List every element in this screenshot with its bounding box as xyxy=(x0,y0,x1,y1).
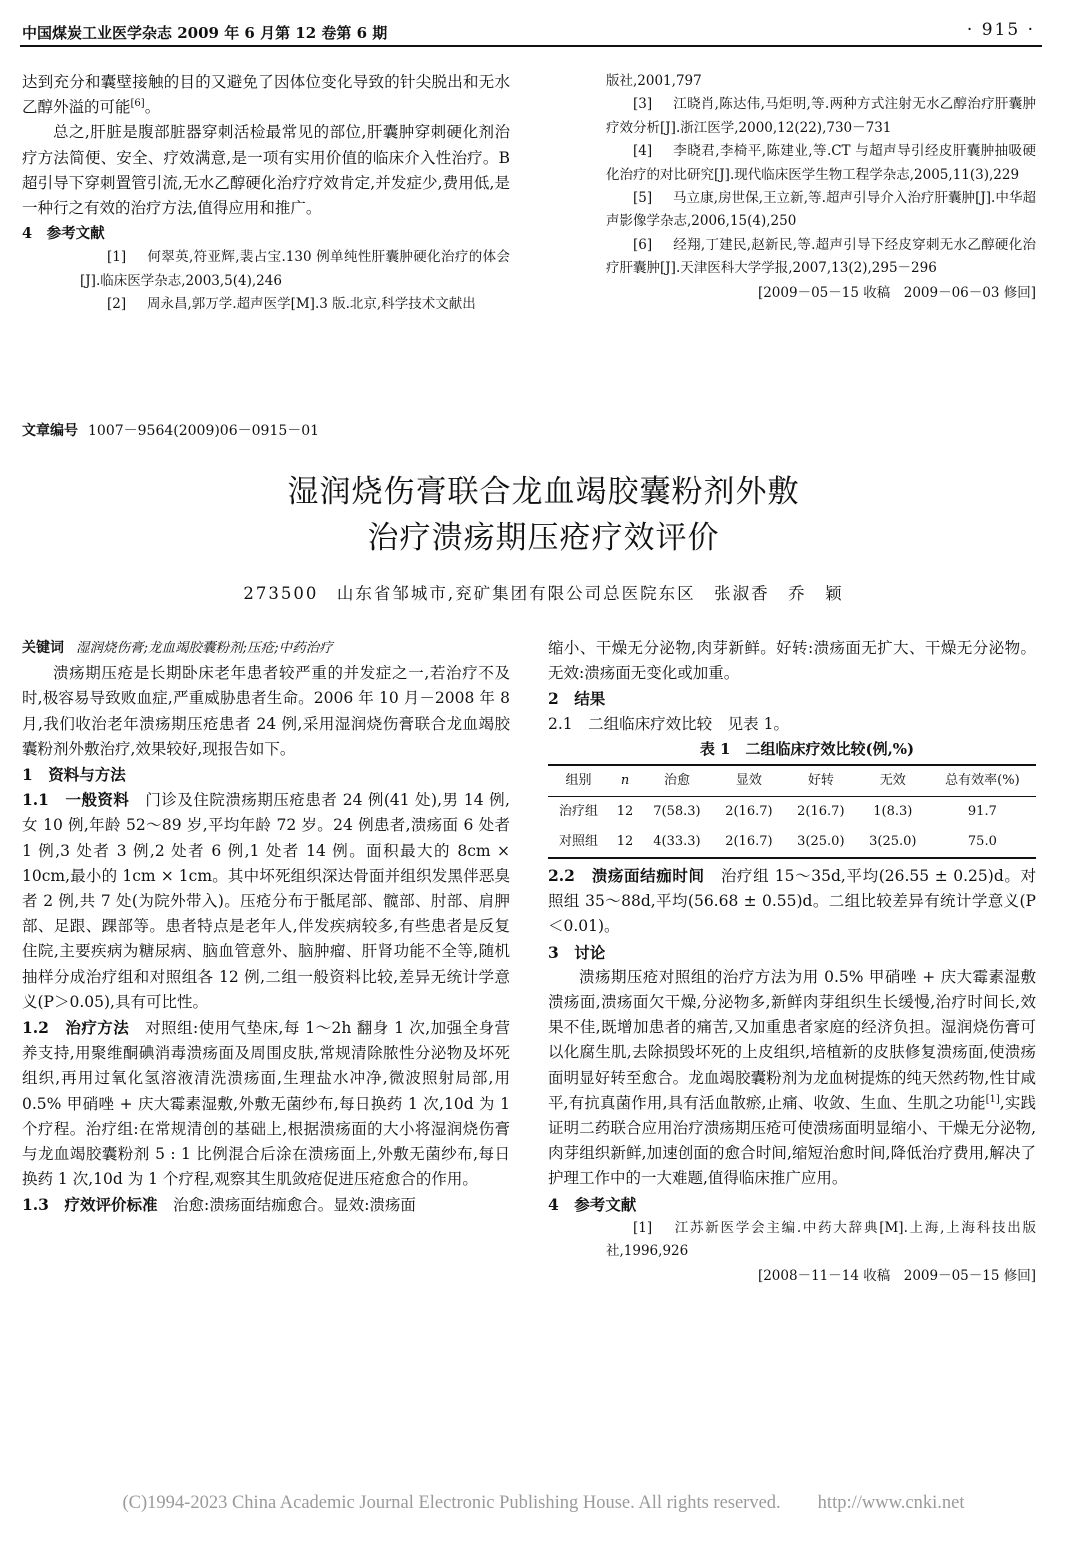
table-cell: 3(25.0) xyxy=(785,827,857,858)
subsection-results: 2.1 二组临床疗效比较 见表 1。 xyxy=(548,714,789,733)
subsection-treatment: 1.2 治疗方法 对照组:使用气垫床,每 1～2h 翻身 1 次,加强全身营养支持,用聚维酮碘消毒溃疡面及周围皮肤,常规清除脓性分泌物及坏死组织,再用过氧化氢溶液清洗溃疡面,生理盐水冲净,微波照射局部,用 0.5% 甲硝唑 + 庆大霉素湿敷,外敷无菌纱布,每日换药 1 次,10d 为 1 个疗程。治疗组:在常规清创的基础上,根据溃疡面的大小将湿润烧伤膏与龙血竭胶囊粉剂 5 : 1 比例混合后涂在溃疡面上,外敷无菌纱布,每日换药 1 次,10d 为 1 个疗程,观察其生肌敛疮促进压疮愈合的作用。 xyxy=(22,1018,510,1189)
section-heading: 2 结果 xyxy=(548,689,606,709)
table-cell: 4(33.3) xyxy=(641,827,713,858)
table-cell: 1(8.3) xyxy=(873,804,913,820)
page-number: · 915 · xyxy=(966,20,1035,40)
intro-paragraph: 溃疡期压疮是长期卧床老年患者较严重的并发症之一,若治疗不及时,极容易导致败血症,严重威胁患者生命。2006 年 10 月－2008 年 8 月,我们收治老年溃疡期压疮患者 24 例,采用湿润烧伤膏联合龙血竭胶囊粉剂外敷治疗,效果较好,现报告如下。 xyxy=(22,664,510,758)
section-heading: 4 参考文献 xyxy=(548,1194,637,1214)
prev-reference: [6] 经翔,丁建民,赵新民,等.超声引导下经皮穿刺无水乙醇硬化治疗肝囊肿[J].天津医科大学学报,2007,13(2),295－296 xyxy=(606,236,1036,277)
article-authors: 273500 山东省邹城市,兖矿集团有限公司总医院东区 张淑香 乔 颖 xyxy=(243,584,844,603)
discussion-paragraph: 溃疡期压疮对照组的治疗方法为用 0.5% 甲硝唑 + 庆大霉素湿敷溃疡面,溃疡面欠干燥,分泌物多,新鲜肉芽组织生长缓慢,治疗时间长,效果不佳,既增加患者的痛苦,又加重患者家庭的经济负担。湿润烧伤膏可以化腐生肌,去除损毁坏死的上皮组织,培植新的皮肤修复溃疡面,使溃疡面明显好转至愈合。龙血竭胶囊粉剂为龙血树提炼的纯天然药物,性甘咸平,有抗真菌作用,具有活血散瘀,止痛、收敛、生血、生肌之功能[1],实践证明二药联合应用治疗溃疡期压疮可使溃疡面明显缩小、干燥无分泌物,肉芽组织新鲜,加速创面的愈合时间,缩短治愈时间,降低治疗费用,解决了护理工作中的一大难题,值得临床推广应用。 xyxy=(548,967,1036,1188)
table-cell: 2(16.7) xyxy=(725,804,773,820)
header-rule xyxy=(20,45,1042,47)
table-cell: 91.7 xyxy=(967,804,997,820)
table-header-cell: 无效 xyxy=(857,765,929,797)
prev-article-right-column xyxy=(548,70,1036,305)
table-cell: 75.0 xyxy=(929,827,1036,858)
prev-reference: [2] 周永昌,郭万学.超声医学[M].3 版.北京,科学技术文献出 xyxy=(107,296,476,313)
prev-paragraph: 总之,肝脏是腹部脏器穿刺活检最常见的部位,肝囊肿穿刺硬化剂治疗方法简便、安全、疗效满意,是一项有实用价值的临床介入性治疗。B 超引导下穿刺置管引流,无水乙醇硬化治疗疗效肯定,并发症少,费用低,是一种行之有效的治疗方法,值得应用和推广。 xyxy=(22,123,510,218)
table-header-row xyxy=(548,765,1036,797)
article-title-line-1: 湿润烧伤膏联合龙血竭胶囊粉剂外敷 xyxy=(287,474,800,510)
table-cell: 12 xyxy=(616,804,634,820)
received-date: [2008－11－14 收稿 2009－05－15 修回] xyxy=(757,1267,1036,1284)
table-header-cell: 显效 xyxy=(713,765,785,797)
efficacy-table xyxy=(548,764,1036,859)
prev-ref-heading: 4 参考文献 xyxy=(22,225,105,243)
prev-reference: [4] 李晓君,李椅平,陈建业,等.CT 与超声导引经皮肝囊肿抽吸硬化治疗的对比研究[J].现代临床医学生物工程学杂志,2005,11(3),229 xyxy=(606,143,1036,183)
table-cell: 对照组 xyxy=(548,827,609,858)
table-row xyxy=(548,797,1036,828)
table-cell: 7(58.3) xyxy=(653,804,701,820)
reference: [1] 江苏新医学会主编.中药大辞典[M].上海,上海科技出版社,1996,926 xyxy=(606,1219,1036,1260)
table-cell: 3(25.0) xyxy=(857,827,929,858)
criteria-continued: 缩小、干燥无分泌物,肉芽新鲜。好转:溃疡面无扩大、干燥无分泌物。无效:溃疡面无变化或加重。 xyxy=(548,639,1036,683)
prev-received-date: [2009－05－15 收稿 2009－06－03 修回] xyxy=(757,284,1036,301)
table-cell: 治疗组 xyxy=(559,804,599,820)
section-heading: 1 资料与方法 xyxy=(22,765,126,785)
article-left-column xyxy=(22,636,510,1219)
article-right-column xyxy=(548,636,1036,1288)
table-header-cell: 治愈 xyxy=(641,765,713,797)
prev-reference: [1] 何翠英,符亚辉,裴占宝.130 例单纯性肝囊肿硬化治疗的体会[J].临床医学杂志,2003,5(4),246 xyxy=(80,249,510,289)
subsection-general-data: 1.1 一般资料 门诊及住院溃疡期压疮患者 24 例(41 处),男 14 例,女 10 例,年龄 52～89 岁,平均年龄 72 岁。24 例患者,溃疡面 6 处者 1 例,3 处者 3 例,2 处者 6 例,1 处者 14 例。面积最大的 8cm × 10cm,最小的 1cm × 1cm。其中坏死组织深达骨面并组织发黑伴恶臭者 2 例,共 7 处(为院外带入)。压疮分布于骶尾部、髋部、肘部、肩胛部、足跟、踝部等。患者特点是老年人,伴发疾病较多,有些患者是反复住院,主要疾病为糖尿病、脑血管意外、脑肿瘤、肝肾功能不全等,随机抽样分成治疗组和对照组各 12 例,二组一般资料比较,差异无统计学意义(P＞0.05),具有可比性。 xyxy=(22,790,510,1011)
table-row xyxy=(548,827,1036,858)
table-cell: 12 xyxy=(609,827,641,858)
prev-reference: [3] 江晓肖,陈达伟,马炬明,等.两种方式注射无水乙醇治疗肝囊肿疗效分析[J].浙江医学,2000,12(22),730－731 xyxy=(606,96,1036,136)
table-header-cell: n xyxy=(609,765,641,797)
article-title-line-2: 治疗溃疡期压疮疗效评价 xyxy=(367,520,720,556)
subsection-criteria: 1.3 疗效评价标准 治愈:溃疡面结痂愈合。显效:溃疡面 xyxy=(22,1195,416,1215)
table-header-cell: 好转 xyxy=(785,765,857,797)
table-header-cell: 总有效率(%) xyxy=(929,765,1036,797)
table-cell: 2(16.7) xyxy=(797,804,845,820)
prev-reference-continued: 版社,2001,797 xyxy=(606,73,702,89)
copyright-footer: (C)1994-2023 China Academic Journal Electronic Publishing House. All rights reserved. http://www.cnki.net xyxy=(122,1493,965,1513)
table-caption: 表 1 二组临床疗效比较(例,%) xyxy=(699,739,915,758)
prev-reference: [5] 马立康,房世保,王立新,等.超声引导介入治疗肝囊肿[J].中华超声影像学杂志,2006,15(4),250 xyxy=(606,190,1036,230)
prev-paragraph: 达到充分和囊壁接触的目的又避免了因体位变化导致的针尖脱出和无水乙醇外溢的可能[6]。 xyxy=(22,73,510,117)
table-cell: 2(16.7) xyxy=(713,827,785,858)
section-heading: 3 讨论 xyxy=(548,942,606,962)
subsection-healing-time: 2.2 溃疡面结痂时间 治疗组 15～35d,平均(26.55 ± 0.25)d。对照组 35～88d,平均(56.68 ± 0.55)d。二组比较差异有统计学意义(P＜0.01)。 xyxy=(548,866,1037,936)
article-number: 文章编号 1007－9564(2009)06－0915－01 xyxy=(22,423,320,439)
running-head: 中国煤炭工业医学杂志 2009 年 6 月第 12 卷第 6 期 xyxy=(22,24,388,42)
keywords: 关键词 湿润烧伤膏;龙血竭胶囊粉剂;压疮;中药治疗 xyxy=(22,640,333,656)
table-header-cell: 组别 xyxy=(548,765,609,797)
prev-article-left-column xyxy=(22,70,510,317)
